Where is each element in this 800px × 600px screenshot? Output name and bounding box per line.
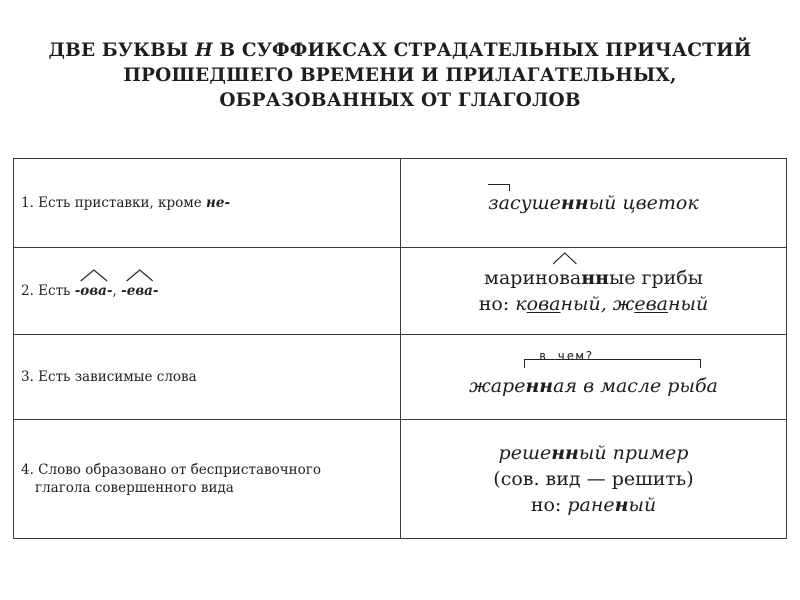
example-line: но: кованый, жеваный	[478, 293, 709, 315]
example-line: но: раненый	[530, 494, 657, 516]
rule-cell	[14, 248, 401, 335]
table-row	[14, 159, 787, 248]
rule-text: 1. Есть приставки, кроме не-	[21, 195, 231, 211]
table-row	[14, 420, 787, 539]
double-n: нн	[525, 375, 554, 397]
rule-prefix-ne: не-	[206, 195, 231, 211]
example-line: (сов. вид — решить)	[493, 468, 694, 490]
rule-cell	[14, 420, 401, 539]
prefix-mark: за	[488, 190, 510, 216]
rule-text: 4. Слово образовано от бесприставочного глагола совершенного вида	[21, 462, 321, 496]
example-text	[401, 349, 786, 399]
title-line-3: ОБРАЗОВАННЫХ ОТ ГЛАГОЛОВ	[219, 90, 581, 111]
question-bracket	[524, 359, 701, 368]
example-line: марин ованные грибы	[401, 265, 786, 291]
table-row	[14, 248, 787, 335]
double-n: нн	[551, 442, 579, 464]
title-line-1: ДВЕ БУКВЫ Н В СУФФИКСАХ СТРАДАТЕЛЬНЫХ ПРИЧАСТИЙ	[48, 40, 752, 61]
stressed-suffix: ова	[526, 293, 561, 315]
suffix-hat-icon	[121, 268, 158, 282]
page-title	[20, 38, 780, 113]
rule-text: 3. Есть зависимые слова	[21, 369, 197, 385]
stressed-suffix: ева	[634, 293, 669, 315]
suffix-hat-icon	[75, 268, 113, 282]
question-label: в чем?	[539, 349, 595, 363]
example-cell	[401, 159, 787, 248]
rule-cell	[14, 335, 401, 420]
example-line: решенный пример	[498, 442, 689, 464]
example-text	[401, 265, 786, 317]
double-n: нн	[560, 192, 589, 214]
example-cell	[401, 248, 787, 335]
rule-text: 2. Есть -ова-, -ева-	[14, 282, 400, 300]
example-text	[401, 440, 786, 518]
suffix-hat-icon	[548, 251, 581, 265]
suffix-ova: ова	[548, 265, 581, 291]
dependent-words-example: в чем? жаренная в масле рыба	[469, 373, 718, 399]
single-n: н	[614, 494, 629, 516]
table-row	[14, 335, 787, 420]
rules-table	[13, 158, 787, 539]
double-n: нн	[581, 267, 610, 289]
rule-cell	[14, 159, 401, 248]
title-letter-n: Н	[195, 40, 213, 61]
suffix-eva: -ева-	[121, 282, 158, 300]
suffix-ova: -ова-	[75, 282, 113, 300]
title-line-2: ПРОШЕДШЕГО ВРЕМЕНИ И ПРИЛАГАТЕЛЬНЫХ,	[123, 65, 677, 86]
example-cell	[401, 420, 787, 539]
example-cell	[401, 335, 787, 420]
example-text: засушенный цветок	[401, 190, 786, 216]
